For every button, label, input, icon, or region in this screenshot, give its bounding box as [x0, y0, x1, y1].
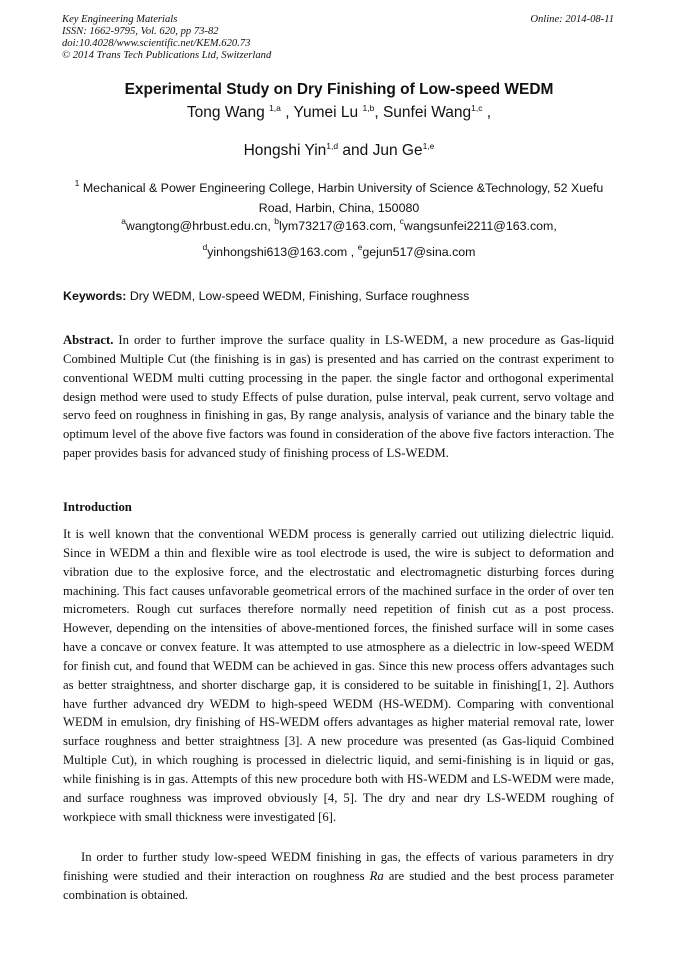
paper-title: Experimental Study on Dry Finishing of Low-speed WEDM: [124, 81, 554, 98]
author-name: Jun Ge: [372, 142, 423, 159]
author-name: Sunfei Wang: [382, 104, 472, 121]
author-name: Tong Wang: [186, 104, 265, 121]
affiliation: [60, 178, 618, 218]
author-affil-sup: 1,e: [422, 141, 435, 151]
journal-meta: [62, 14, 271, 62]
authors-line-2: Hongshi Yin$^{1,d}$ and Jun Ge$^{1,e}$: [243, 141, 435, 159]
emails-line-2: $^d$yinhongshi613@163.com , $^e$gejun517@sina.com: [202, 242, 476, 259]
author-affil-sup: 1,d: [326, 141, 339, 151]
doi: doi:10.4028/www.scientific.net/KEM.620.73: [62, 38, 251, 49]
section-heading-introduction: Introduction: [63, 500, 132, 514]
affiliation-sup: 1: [74, 178, 80, 188]
email-link[interactable]: gejun517@sina.com: [362, 245, 476, 259]
ra-symbol: Ra: [369, 868, 384, 883]
keywords: [63, 289, 615, 303]
abstract-label: Abstract.: [63, 333, 114, 347]
authors-line-1: Tong Wang $^{1,a}$ , Yumei Lu $^{1,b}$, Sunfei Wang$^{1,c}$ ,: [186, 103, 492, 121]
copyright: © 2014 Trans Tech Publications Ltd, Switzerland: [62, 50, 272, 61]
email-link[interactable]: wangtong@hrbust.edu.cn: [125, 219, 268, 233]
abstract-text: In order to further improve the surface quality in LS-WEDM, a new procedure as Gas-liquid Combined Multiple Cut (the finishing is in gas) is presented and has carried on the contrast experiment to conventional WEDM multi cutting processing in the paper. the single factor and orthogonal experimental design method were used to study Effects of pulse duration, pulse interval, peak current, servo voltage and servo feed on roughness in finishing in gas, By range analysis, analysis of variance and the binary table the optimum level of the above five factors was found in consideration of the above five factors interaction. The paper provides basis for advanced study of finishing process of LS-WEDM.: [63, 333, 615, 461]
keywords-text: Dry WEDM, Low-speed WEDM, Finishing, Surface roughness: [129, 289, 470, 303]
email-link[interactable]: wangsunfei2211@163.com: [403, 219, 554, 233]
online-date: Online: 2014-08-11: [530, 14, 614, 25]
keywords-label: Keywords:: [63, 289, 127, 303]
author-affil-sup: 1,a: [269, 103, 281, 113]
email-link[interactable]: lym73217@163.com: [278, 219, 393, 233]
author-affil-sup: 1,b: [362, 103, 375, 113]
intro-paragraph-1: It is well known that the conventional WEDM process is generally carried out utilizing dielectric liquid. Since in WEDM a thin and flexible wire as tool electrode is used, the wire is subject to deformation and vibration due to the explosive force, and the electrostatic and electromagnetic disturbing forces during machining. This fact causes unfavorable geometrical errors of the machined surface in the order of over ten micrometers. Rough cut surfaces therefore normally need repetition of finish cut as a post process. However, depending on the intensities of above-mentioned forces, the finished surface will in some cases have a concave or convex feature. It was attempted to use atmosphere as a dielectric in low-speed WEDM for finish cut, and found that WEDM can be achieved in gas. Since this new process offers advantages such as better straightness, and shorter discharge gap, it is considered to be suitable in finishing[1, 2]. Authors have further advanced dry WEDM to high-speed WEDM (HS-WEDM). Comparing with conventional WEDM in emulsion, dry finishing of HS-WEDM offers advantages as higher material removal rate, lower surface roughness and better straightness [3]. A new procedure was presented (as Gas-liquid Combined Multiple Cut), in which roughing is processed in dielectric liquid, and semi-finishing is in liquid or gas, while finishing is in gas. Attempts of this new procedure both with HS-WEDM and LS-WEDM were made, and surface roughness was improved obviously [4, 5]. The dry and near dry LS-WEDM roughing of workpiece with small thickness were investigated [6].: [63, 527, 614, 824]
author-name: Yumei Lu: [293, 104, 359, 121]
abstract: [63, 331, 614, 463]
issn: ISSN: 1662-9795, Vol. 620, pp 73-82: [62, 26, 219, 37]
email-link[interactable]: yinhongshi613@163.com: [207, 245, 348, 259]
author-affil-sup: 1,c: [471, 103, 483, 113]
intro-paragraph-2: In order to further study low-speed WEDM finishing in gas, the effects of various parameters in dry finishing were studied and their interaction on roughness Ra are studied and the best process parameter combination is obtained.: [63, 850, 614, 902]
journal-name: Key Engineering Materials: [62, 14, 178, 25]
affiliation-text: Mechanical & Power Engineering College, Harbin University of Science &Technology, 52 Xuefu Road, Harbin, China, 150080: [82, 181, 604, 215]
emails-line-1: $^a$wangtong@hrbust.edu.cn, $^b$lym73217@163.com, $^c$wangsunfei2211@163.com,: [121, 216, 557, 233]
author-name: Hongshi Yin: [243, 142, 327, 159]
